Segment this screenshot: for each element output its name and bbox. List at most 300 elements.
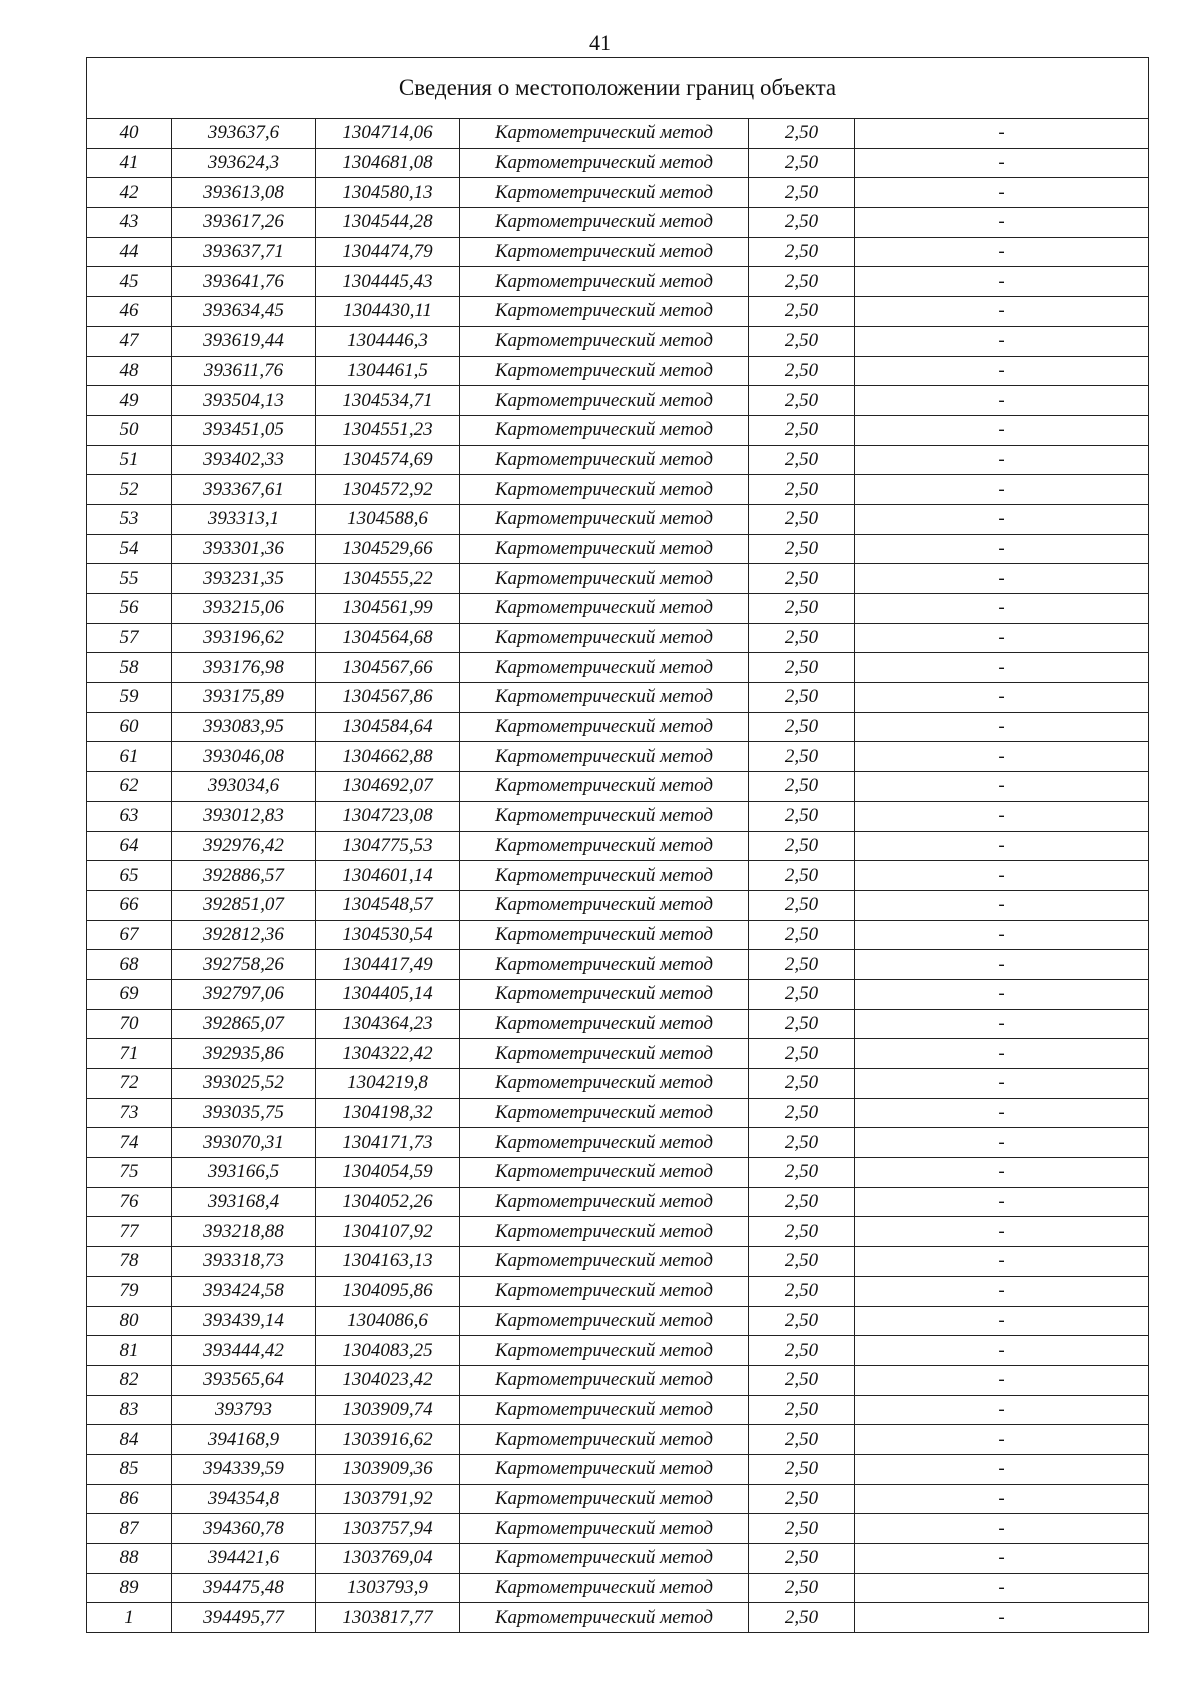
method-cell: Картометрический метод (460, 148, 749, 178)
x-coordinate-cell: 393034,6 (172, 772, 316, 802)
description-cell: - (855, 504, 1149, 534)
table-row (87, 950, 1149, 980)
point-number-cell: 48 (87, 356, 172, 386)
method-cell: Картометрический метод (460, 1573, 749, 1603)
point-number-cell: 50 (87, 415, 172, 445)
table-row (87, 683, 1149, 713)
y-coordinate-cell: 1304530,54 (316, 920, 460, 950)
table-row (87, 1544, 1149, 1574)
description-cell: - (855, 1158, 1149, 1188)
point-number-cell: 47 (87, 326, 172, 356)
x-coordinate-cell: 393439,14 (172, 1306, 316, 1336)
table-row (87, 653, 1149, 683)
y-coordinate-cell: 1304567,66 (316, 653, 460, 683)
description-cell: - (855, 178, 1149, 208)
description-cell: - (855, 950, 1149, 980)
y-coordinate-cell: 1304405,14 (316, 979, 460, 1009)
method-cell: Картометрический метод (460, 119, 749, 149)
x-coordinate-cell: 392886,57 (172, 861, 316, 891)
method-cell: Картометрический метод (460, 1544, 749, 1574)
x-coordinate-cell: 393619,44 (172, 326, 316, 356)
point-number-cell: 68 (87, 950, 172, 980)
accuracy-cell: 2,50 (749, 1128, 855, 1158)
point-number-cell: 65 (87, 861, 172, 891)
accuracy-cell: 2,50 (749, 683, 855, 713)
table-row (87, 1128, 1149, 1158)
accuracy-cell: 2,50 (749, 1365, 855, 1395)
x-coordinate-cell: 392797,06 (172, 979, 316, 1009)
y-coordinate-cell: 1303769,04 (316, 1544, 460, 1574)
accuracy-cell: 2,50 (749, 1276, 855, 1306)
y-coordinate-cell: 1304023,42 (316, 1365, 460, 1395)
table-row (87, 1039, 1149, 1069)
y-coordinate-cell: 1304529,66 (316, 534, 460, 564)
accuracy-cell: 2,50 (749, 1098, 855, 1128)
description-cell: - (855, 1276, 1149, 1306)
method-cell: Картометрический метод (460, 237, 749, 267)
description-cell: - (855, 237, 1149, 267)
point-number-cell: 45 (87, 267, 172, 297)
point-number-cell: 82 (87, 1365, 172, 1395)
description-cell: - (855, 1039, 1149, 1069)
method-cell: Картометрический метод (460, 801, 749, 831)
y-coordinate-cell: 1304171,73 (316, 1128, 460, 1158)
x-coordinate-cell: 393641,76 (172, 267, 316, 297)
point-number-cell: 77 (87, 1217, 172, 1247)
point-number-cell: 54 (87, 534, 172, 564)
table-row (87, 1454, 1149, 1484)
description-cell: - (855, 683, 1149, 713)
x-coordinate-cell: 393313,1 (172, 504, 316, 534)
method-cell: Картометрический метод (460, 1217, 749, 1247)
description-cell: - (855, 979, 1149, 1009)
point-number-cell: 43 (87, 208, 172, 238)
y-coordinate-cell: 1304364,23 (316, 1009, 460, 1039)
description-cell: - (855, 1514, 1149, 1544)
y-coordinate-cell: 1304544,28 (316, 208, 460, 238)
y-coordinate-cell: 1304461,5 (316, 356, 460, 386)
description-cell: - (855, 1187, 1149, 1217)
point-number-cell: 46 (87, 297, 172, 327)
accuracy-cell: 2,50 (749, 1306, 855, 1336)
y-coordinate-cell: 1304580,13 (316, 178, 460, 208)
method-cell: Картометрический метод (460, 356, 749, 386)
point-number-cell: 85 (87, 1454, 172, 1484)
method-cell: Картометрический метод (460, 950, 749, 980)
accuracy-cell: 2,50 (749, 119, 855, 149)
table-row (87, 1276, 1149, 1306)
x-coordinate-cell: 393083,95 (172, 712, 316, 742)
description-cell: - (855, 1069, 1149, 1099)
method-cell: Картометрический метод (460, 534, 749, 564)
x-coordinate-cell: 394354,8 (172, 1484, 316, 1514)
method-cell: Картометрический метод (460, 1009, 749, 1039)
accuracy-cell: 2,50 (749, 208, 855, 238)
y-coordinate-cell: 1304551,23 (316, 415, 460, 445)
table-title: Сведения о местоположении границ объекта (87, 58, 1149, 119)
description-cell: - (855, 267, 1149, 297)
x-coordinate-cell: 393218,88 (172, 1217, 316, 1247)
point-number-cell: 58 (87, 653, 172, 683)
table-row (87, 445, 1149, 475)
table-row (87, 1069, 1149, 1099)
y-coordinate-cell: 1304775,53 (316, 831, 460, 861)
y-coordinate-cell: 1303916,62 (316, 1425, 460, 1455)
x-coordinate-cell: 393196,62 (172, 623, 316, 653)
accuracy-cell: 2,50 (749, 1514, 855, 1544)
method-cell: Картометрический метод (460, 1454, 749, 1484)
description-cell: - (855, 712, 1149, 742)
description-cell: - (855, 861, 1149, 891)
x-coordinate-cell: 392865,07 (172, 1009, 316, 1039)
x-coordinate-cell: 393634,45 (172, 297, 316, 327)
point-number-cell: 59 (87, 683, 172, 713)
accuracy-cell: 2,50 (749, 1039, 855, 1069)
description-cell: - (855, 1247, 1149, 1277)
accuracy-cell: 2,50 (749, 1187, 855, 1217)
y-coordinate-cell: 1304692,07 (316, 772, 460, 802)
description-cell: - (855, 1454, 1149, 1484)
accuracy-cell: 2,50 (749, 623, 855, 653)
y-coordinate-cell: 1304083,25 (316, 1336, 460, 1366)
accuracy-cell: 2,50 (749, 1484, 855, 1514)
table-row (87, 1425, 1149, 1455)
table-row (87, 1573, 1149, 1603)
point-number-cell: 66 (87, 890, 172, 920)
table-row (87, 594, 1149, 624)
method-cell: Картометрический метод (460, 504, 749, 534)
y-coordinate-cell: 1303817,77 (316, 1603, 460, 1633)
table-row (87, 326, 1149, 356)
method-cell: Картометрический метод (460, 1365, 749, 1395)
method-cell: Картометрический метод (460, 1484, 749, 1514)
point-number-cell: 80 (87, 1306, 172, 1336)
table-row (87, 742, 1149, 772)
table-row (87, 979, 1149, 1009)
x-coordinate-cell: 392812,36 (172, 920, 316, 950)
x-coordinate-cell: 393012,83 (172, 801, 316, 831)
x-coordinate-cell: 393613,08 (172, 178, 316, 208)
x-coordinate-cell: 393367,61 (172, 475, 316, 505)
y-coordinate-cell: 1304534,71 (316, 386, 460, 416)
x-coordinate-cell: 393025,52 (172, 1069, 316, 1099)
point-number-cell: 78 (87, 1247, 172, 1277)
method-cell: Картометрический метод (460, 1069, 749, 1099)
y-coordinate-cell: 1304574,69 (316, 445, 460, 475)
x-coordinate-cell: 393166,5 (172, 1158, 316, 1188)
x-coordinate-cell: 393070,31 (172, 1128, 316, 1158)
accuracy-cell: 2,50 (749, 415, 855, 445)
point-number-cell: 81 (87, 1336, 172, 1366)
table-row (87, 119, 1149, 149)
point-number-cell: 67 (87, 920, 172, 950)
y-coordinate-cell: 1304446,3 (316, 326, 460, 356)
accuracy-cell: 2,50 (749, 1069, 855, 1099)
x-coordinate-cell: 393168,4 (172, 1187, 316, 1217)
accuracy-cell: 2,50 (749, 950, 855, 980)
accuracy-cell: 2,50 (749, 1247, 855, 1277)
point-number-cell: 42 (87, 178, 172, 208)
accuracy-cell: 2,50 (749, 742, 855, 772)
description-cell: - (855, 831, 1149, 861)
description-cell: - (855, 445, 1149, 475)
method-cell: Картометрический метод (460, 920, 749, 950)
point-number-cell: 1 (87, 1603, 172, 1633)
table-row (87, 1484, 1149, 1514)
y-coordinate-cell: 1304662,88 (316, 742, 460, 772)
x-coordinate-cell: 392758,26 (172, 950, 316, 980)
accuracy-cell: 2,50 (749, 861, 855, 891)
method-cell: Картометрический метод (460, 1158, 749, 1188)
description-cell: - (855, 148, 1149, 178)
table-row (87, 237, 1149, 267)
table-row (87, 801, 1149, 831)
point-number-cell: 55 (87, 564, 172, 594)
description-cell: - (855, 1098, 1149, 1128)
x-coordinate-cell: 392976,42 (172, 831, 316, 861)
y-coordinate-cell: 1304572,92 (316, 475, 460, 505)
accuracy-cell: 2,50 (749, 178, 855, 208)
y-coordinate-cell: 1304588,6 (316, 504, 460, 534)
point-number-cell: 88 (87, 1544, 172, 1574)
x-coordinate-cell: 394339,59 (172, 1454, 316, 1484)
point-number-cell: 75 (87, 1158, 172, 1188)
y-coordinate-cell: 1303909,74 (316, 1395, 460, 1425)
x-coordinate-cell: 393175,89 (172, 683, 316, 713)
description-cell: - (855, 415, 1149, 445)
method-cell: Картометрический метод (460, 297, 749, 327)
table-row (87, 831, 1149, 861)
table-row (87, 475, 1149, 505)
description-cell: - (855, 1425, 1149, 1455)
x-coordinate-cell: 394168,9 (172, 1425, 316, 1455)
accuracy-cell: 2,50 (749, 475, 855, 505)
accuracy-cell: 2,50 (749, 831, 855, 861)
point-number-cell: 49 (87, 386, 172, 416)
accuracy-cell: 2,50 (749, 1544, 855, 1574)
x-coordinate-cell: 394421,6 (172, 1544, 316, 1574)
table-body (87, 58, 1149, 1633)
y-coordinate-cell: 1304417,49 (316, 950, 460, 980)
accuracy-cell: 2,50 (749, 979, 855, 1009)
x-coordinate-cell: 394360,78 (172, 1514, 316, 1544)
accuracy-cell: 2,50 (749, 1603, 855, 1633)
x-coordinate-cell: 393637,6 (172, 119, 316, 149)
table-row (87, 1395, 1149, 1425)
description-cell: - (855, 1128, 1149, 1158)
method-cell: Картометрический метод (460, 1306, 749, 1336)
table-row (87, 356, 1149, 386)
point-number-cell: 76 (87, 1187, 172, 1217)
accuracy-cell: 2,50 (749, 1573, 855, 1603)
x-coordinate-cell: 393617,26 (172, 208, 316, 238)
accuracy-cell: 2,50 (749, 890, 855, 920)
method-cell: Картометрический метод (460, 1603, 749, 1633)
table-row (87, 534, 1149, 564)
description-cell: - (855, 1336, 1149, 1366)
x-coordinate-cell: 392851,07 (172, 890, 316, 920)
description-cell: - (855, 1573, 1149, 1603)
description-cell: - (855, 594, 1149, 624)
method-cell: Картометрический метод (460, 831, 749, 861)
method-cell: Картометрический метод (460, 1187, 749, 1217)
description-cell: - (855, 801, 1149, 831)
point-number-cell: 53 (87, 504, 172, 534)
table-row (87, 1217, 1149, 1247)
table-row (87, 1247, 1149, 1277)
accuracy-cell: 2,50 (749, 504, 855, 534)
y-coordinate-cell: 1304219,8 (316, 1069, 460, 1099)
x-coordinate-cell: 393215,06 (172, 594, 316, 624)
description-cell: - (855, 534, 1149, 564)
x-coordinate-cell: 393793 (172, 1395, 316, 1425)
accuracy-cell: 2,50 (749, 326, 855, 356)
y-coordinate-cell: 1304567,86 (316, 683, 460, 713)
y-coordinate-cell: 1303909,36 (316, 1454, 460, 1484)
table-row (87, 564, 1149, 594)
accuracy-cell: 2,50 (749, 356, 855, 386)
table-row (87, 1336, 1149, 1366)
x-coordinate-cell: 393402,33 (172, 445, 316, 475)
accuracy-cell: 2,50 (749, 1009, 855, 1039)
point-number-cell: 61 (87, 742, 172, 772)
y-coordinate-cell: 1304601,14 (316, 861, 460, 891)
y-coordinate-cell: 1304054,59 (316, 1158, 460, 1188)
y-coordinate-cell: 1304163,13 (316, 1247, 460, 1277)
table-row (87, 415, 1149, 445)
y-coordinate-cell: 1304564,68 (316, 623, 460, 653)
point-number-cell: 71 (87, 1039, 172, 1069)
point-number-cell: 69 (87, 979, 172, 1009)
accuracy-cell: 2,50 (749, 386, 855, 416)
y-coordinate-cell: 1303757,94 (316, 1514, 460, 1544)
y-coordinate-cell: 1304052,26 (316, 1187, 460, 1217)
accuracy-cell: 2,50 (749, 564, 855, 594)
description-cell: - (855, 890, 1149, 920)
description-cell: - (855, 1603, 1149, 1633)
table-row (87, 920, 1149, 950)
method-cell: Картометрический метод (460, 415, 749, 445)
method-cell: Картометрический метод (460, 742, 749, 772)
x-coordinate-cell: 392935,86 (172, 1039, 316, 1069)
description-cell: - (855, 1365, 1149, 1395)
y-coordinate-cell: 1303793,9 (316, 1573, 460, 1603)
point-number-cell: 52 (87, 475, 172, 505)
description-cell: - (855, 623, 1149, 653)
description-cell: - (855, 119, 1149, 149)
point-number-cell: 57 (87, 623, 172, 653)
point-number-cell: 70 (87, 1009, 172, 1039)
x-coordinate-cell: 393624,3 (172, 148, 316, 178)
point-number-cell: 56 (87, 594, 172, 624)
y-coordinate-cell: 1304555,22 (316, 564, 460, 594)
accuracy-cell: 2,50 (749, 267, 855, 297)
point-number-cell: 86 (87, 1484, 172, 1514)
y-coordinate-cell: 1304198,32 (316, 1098, 460, 1128)
accuracy-cell: 2,50 (749, 297, 855, 327)
description-cell: - (855, 653, 1149, 683)
accuracy-cell: 2,50 (749, 712, 855, 742)
y-coordinate-cell: 1304548,57 (316, 890, 460, 920)
table-row (87, 1306, 1149, 1336)
accuracy-cell: 2,50 (749, 920, 855, 950)
y-coordinate-cell: 1304445,43 (316, 267, 460, 297)
x-coordinate-cell: 393504,13 (172, 386, 316, 416)
y-coordinate-cell: 1304561,99 (316, 594, 460, 624)
table-row (87, 1365, 1149, 1395)
table-row (87, 386, 1149, 416)
method-cell: Картометрический метод (460, 979, 749, 1009)
y-coordinate-cell: 1304723,08 (316, 801, 460, 831)
method-cell: Картометрический метод (460, 1514, 749, 1544)
method-cell: Картометрический метод (460, 1336, 749, 1366)
point-number-cell: 73 (87, 1098, 172, 1128)
description-cell: - (855, 1306, 1149, 1336)
x-coordinate-cell: 393611,76 (172, 356, 316, 386)
table-row (87, 712, 1149, 742)
accuracy-cell: 2,50 (749, 772, 855, 802)
method-cell: Картометрический метод (460, 475, 749, 505)
y-coordinate-cell: 1304107,92 (316, 1217, 460, 1247)
point-number-cell: 63 (87, 801, 172, 831)
table-row (87, 890, 1149, 920)
table-row (87, 1158, 1149, 1188)
method-cell: Картометрический метод (460, 890, 749, 920)
method-cell: Картометрический метод (460, 1276, 749, 1306)
x-coordinate-cell: 394475,48 (172, 1573, 316, 1603)
x-coordinate-cell: 393424,58 (172, 1276, 316, 1306)
y-coordinate-cell: 1304430,11 (316, 297, 460, 327)
table-row (87, 1514, 1149, 1544)
point-number-cell: 74 (87, 1128, 172, 1158)
description-cell: - (855, 920, 1149, 950)
accuracy-cell: 2,50 (749, 1395, 855, 1425)
point-number-cell: 44 (87, 237, 172, 267)
description-cell: - (855, 475, 1149, 505)
accuracy-cell: 2,50 (749, 801, 855, 831)
x-coordinate-cell: 393637,71 (172, 237, 316, 267)
x-coordinate-cell: 393046,08 (172, 742, 316, 772)
table-row (87, 208, 1149, 238)
method-cell: Картометрический метод (460, 1395, 749, 1425)
point-number-cell: 64 (87, 831, 172, 861)
table-row (87, 772, 1149, 802)
point-number-cell: 60 (87, 712, 172, 742)
description-cell: - (855, 742, 1149, 772)
description-cell: - (855, 208, 1149, 238)
description-cell: - (855, 772, 1149, 802)
method-cell: Картометрический метод (460, 386, 749, 416)
description-cell: - (855, 356, 1149, 386)
table-row (87, 297, 1149, 327)
method-cell: Картометрический метод (460, 772, 749, 802)
accuracy-cell: 2,50 (749, 1158, 855, 1188)
table-row (87, 1098, 1149, 1128)
method-cell: Картометрический метод (460, 623, 749, 653)
method-cell: Картометрический метод (460, 683, 749, 713)
x-coordinate-cell: 393176,98 (172, 653, 316, 683)
method-cell: Картометрический метод (460, 653, 749, 683)
table-row (87, 1187, 1149, 1217)
y-coordinate-cell: 1303791,92 (316, 1484, 460, 1514)
y-coordinate-cell: 1304681,08 (316, 148, 460, 178)
accuracy-cell: 2,50 (749, 1217, 855, 1247)
accuracy-cell: 2,50 (749, 594, 855, 624)
y-coordinate-cell: 1304095,86 (316, 1276, 460, 1306)
description-cell: - (855, 1009, 1149, 1039)
x-coordinate-cell: 393318,73 (172, 1247, 316, 1277)
method-cell: Картометрический метод (460, 712, 749, 742)
